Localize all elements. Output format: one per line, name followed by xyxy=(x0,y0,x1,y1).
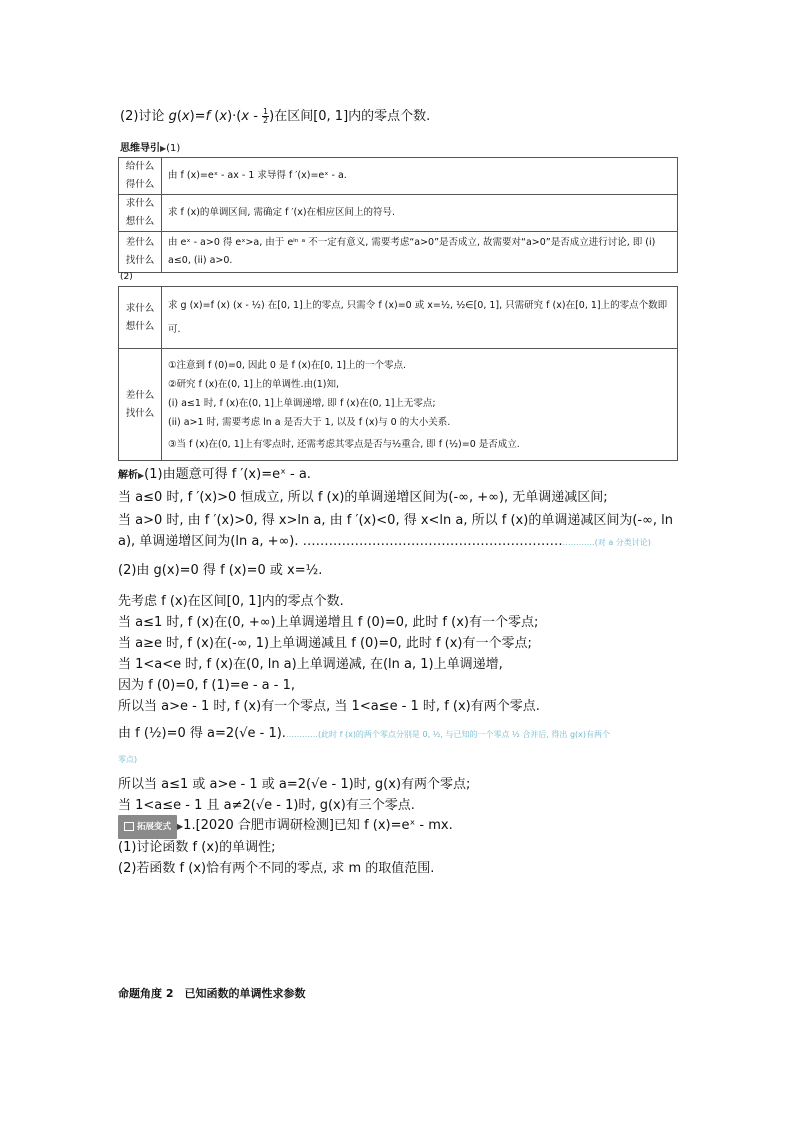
table-row xyxy=(119,195,678,232)
solution-line-g: (2)由 g(x)=0 得 f (x)=0 或 x=½. xyxy=(118,563,323,578)
solution-line-8: 当 1<a<e 时, f (x)在(0, ln a)上单调递减, 在(ln a, 1)上单调递增, xyxy=(118,657,503,672)
table-row xyxy=(119,349,678,461)
variant-title-line: 拓展变式 ▶1.[2020 合肥市调研检测]已知 f (x)=eˣ - mx. xyxy=(118,815,453,839)
triangle-right-icon: ▶ xyxy=(177,822,184,831)
row-text: 由 eˣ - a>0 得 eˣ>a, 由于 eˡⁿ ᵃ 不一定有意义, 需要考虑“a>0”是否成立, 故需要对“a>0”是否成立进行讨论, 即 (i) a≤0, (ii) a>0. xyxy=(162,232,678,273)
guide-part-1: (1) xyxy=(166,143,181,154)
solution-line-5: 先考虑 f (x)在区间[0, 1]内的零点个数. xyxy=(118,594,344,609)
row-key: 求什么 想什么 xyxy=(119,195,162,232)
solution-label: 解析 xyxy=(118,470,138,481)
row-line: ①注意到 f (0)=0, 因此 0 是 f (x)在[0, 1]上的一个零点. xyxy=(168,359,406,371)
row-text: 由 f (x)=eˣ - ax - 1 求导得 f ′(x)=eˣ - a. xyxy=(162,158,678,195)
row-key: 给什么 得什么 xyxy=(119,158,162,195)
question-2-line: (2)讨论 g(x)=f (x)·(x - $\frac{1}{2}$ )在区间[0, 1]内的零点个数. xyxy=(120,107,431,125)
row-text: 求 f (x)的单调区间, 需确定 f ′(x)在相应区间上的符号. xyxy=(162,195,678,232)
table-row xyxy=(119,232,678,273)
row-text: 求 g (x)=f (x) (x - ½) 在[0, 1]上的零点, 只需令 f (x)=0 或 x=½, ½∈[0, 1], 只需研究 f (x)在[0, 1]上的零点个数即可. xyxy=(162,287,678,349)
solution-line-7: 当 a≥e 时, f (x)在(-∞, 1)上单调递减且 f (0)=0, 此时 f (x)有一个零点; xyxy=(118,636,532,651)
solution-line-12: 当 1<a≤e - 1 且 a≠2(√e - 1)时, g(x)有三个零点. xyxy=(118,798,415,813)
solution-line-1: 解析▶(1)由题意可得 f ′(x)=eˣ - a. xyxy=(118,467,311,482)
solution-line-6: 当 a≤1 时, f (x)在(0, +∞)上单调递增且 f (0)=0, 此时 f (x)有一个零点; xyxy=(118,615,539,630)
solution-line-2: 当 a≤0 时, f ′(x)>0 恒成立, 所以 f (x)的单调递增区间为(-∞, +∞), 无单调递减区间; xyxy=(118,490,608,505)
guide-title: 思维导引 xyxy=(120,143,160,154)
row-key: 差什么 找什么 xyxy=(119,232,162,273)
solution-line-f12: 由 f (½)=0 得 a=2(√e - 1).…………(此时 f (x)的两个零点分别是 0, ½, 与已知的一个零点 ½ 合并后, 得出 g(x)有两个 xyxy=(118,726,611,741)
solution-line-11: 所以当 a≤1 或 a>e - 1 或 a=2(√e - 1)时, g(x)有两个零点; xyxy=(118,777,471,792)
triangle-right-icon: ▶ xyxy=(138,471,145,480)
row-line: ③当 f (x)在(0, 1]上有零点时, 还需考虑其零点是否与½重合, 即 f (½)=0 是否成立. xyxy=(168,438,520,450)
hint-annotation: …………(此时 f (x)的两个零点分别是 0, ½, 与已知的一个零点 ½ 合并后, 得出 g(x)有两个 xyxy=(285,730,611,739)
variant-badge: 拓展变式 xyxy=(118,815,177,839)
hint-annotation-cont: 零点) xyxy=(118,755,138,764)
solution-line-3: 当 a>0 时, 由 f ′(x)>0, 得 x>ln a, 由 f ′(x)<0, 得 x<ln a, 所以 f (x)的单调递减区间为(-∞, ln xyxy=(118,513,674,528)
variant-q1: (1)讨论函数 f (x)的单调性; xyxy=(118,840,276,855)
row-line: ②研究 f (x)在(0, 1]上的单调性.由(1)知, xyxy=(168,378,339,390)
guide-header xyxy=(120,139,180,154)
hint-annotation: …………(对 a 分类讨论) xyxy=(562,538,651,547)
next-section-heading: 命题角度 2 已知函数的单调性求参数 xyxy=(118,987,306,1000)
row-key: 差什么 找什么 xyxy=(119,349,162,461)
table-row xyxy=(119,158,678,195)
solution-line-4: a), 单调递增区间为(ln a, +∞). ………………………………………………………………(对 a 分类讨论) xyxy=(118,534,651,549)
guide-table-1 xyxy=(118,157,678,273)
guide-part-2: (2) xyxy=(120,272,133,282)
row-key: 求什么 想什么 xyxy=(119,287,162,349)
book-icon xyxy=(124,822,134,831)
solution-line-9: 因为 f (0)=0, f (1)=e - a - 1, xyxy=(118,678,295,693)
triangle-right-icon: ▶ xyxy=(160,144,167,153)
row-line: (ii) a>1 时, 需要考虑 ln a 是否大于 1, 以及 f (x)与 0 的大小关系. xyxy=(168,416,451,428)
variant-q2: (2)若函数 f (x)恰有两个不同的零点, 求 m 的取值范围. xyxy=(118,861,435,876)
solution-line-10: 所以当 a>e - 1 时, f (x)有一个零点, 当 1<a≤e - 1 时, f (x)有两个零点. xyxy=(118,699,540,714)
row-line: (i) a≤1 时, f (x)在(0, 1]上单调递增, 即 f (x)在(0, 1]上无零点; xyxy=(168,397,436,409)
row-text xyxy=(162,349,678,461)
guide-table-2 xyxy=(118,286,678,461)
table-row xyxy=(119,287,678,349)
